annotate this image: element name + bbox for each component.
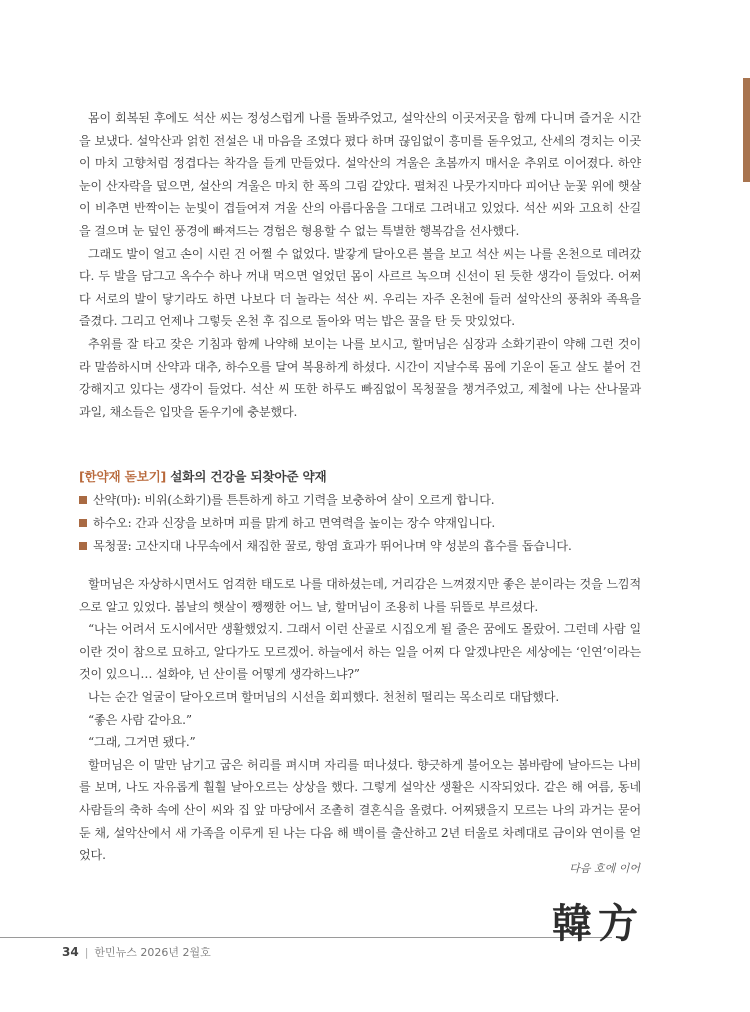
herb-item: 하수오: 간과 신장을 보하며 피를 맑게 하고 면역력을 높이는 장수 약재입니다.: [79, 512, 641, 535]
quote-paragraph: “그래, 그거면 됐다.”: [88, 735, 196, 750]
herb-info-box: [79, 466, 641, 558]
herb-item: 산약(마): 비위(소화기)를 튼튼하게 하고 기력을 보충하여 살이 오르게 합니다.: [79, 489, 641, 512]
quote-paragraph: “나는 어려서 도시에서만 생활했었지. 그래서 이런 산골로 시집오게 될 줄은 꿈에도 몰랐어. 그런데 사람 일이란 것이 참으로 묘하고, 알다가도 모르겠어. 하늘에서 하는 일을 어찌 다 알겠냐만은 세상에는 ‘인연’이라는 것이 있으니… 설화야, 넌 산이를 어떻게 생각하느냐?”: [79, 622, 641, 682]
square-bullet-icon: [79, 519, 87, 527]
section-logo: 韓方: [552, 900, 644, 947]
herb-item: 목청꿀: 고산지대 나무속에서 채집한 꿀로, 항염 효과가 뛰어나며 약 성분의 흡수를 돕습니다.: [79, 535, 641, 558]
page-number: 34: [62, 945, 79, 959]
herb-box-tag: [한약재 돋보기]: [79, 469, 167, 484]
paragraph: 나는 순간 얼굴이 달아오르며 할머님의 시선을 회피했다. 천천히 떨리는 목소리로 대답했다.: [88, 689, 560, 704]
paragraph: 할머님은 자상하시면서도 엄격한 태도로 나를 대하셨는데, 거리감은 느껴졌지만 좋은 분이라는 것을 느낌적으로 알고 있었다. 봄날의 햇살이 쨍쨍한 어느 날, 할머님이 조용히 나를 뒤뜰로 부르셨다.: [79, 577, 641, 614]
paragraph: 그래도 발이 얼고 손이 시린 건 어쩔 수 없었다. 발갛게 달아오른 볼을 보고 석산 씨는 나를 온천으로 데려갔다. 두 발을 담그고 옥수수 하나 꺼내 먹으면 얼었던 몸이 사르르 녹으며 신선이 된 듯한 생각이 들었다. 어쩌다 서로의 발이 닿기라도 하면 나보다 더 놀라는 석산 씨. 우리는 자주 온천에 들러 설악산의 풍취와 족욕을 즐겼다. 그리고 언제나 그렇듯 온천 후 집으로 돌아와 먹는 밥은 꿀을 탄 듯 맛있었다.: [79, 246, 641, 329]
paragraph: 할머님은 이 말만 남기고 굽은 허리를 펴시며 자리를 떠나셨다. 향긋하게 불어오는 봄바람에 날아드는 나비를 보며, 나도 자유롭게 훨훨 날아오르는 상상을 했다. 그렇게 설악산 생활은 시작되었다. 같은 해 여름, 동네 사람들의 축하 속에 산이 씨와 집 앞 마당에서 조촐히 결혼식을 올렸다. 어찌됐을지 모르는 나의 과거는 묻어둔 채, 설악산에서 새 가족을 이루게 된 나는 다음 해 백이를 출산하고 2년 터울로 차례대로 금이와 연이를 얻었다.: [79, 757, 641, 863]
article-body-top: [79, 107, 641, 423]
continued-note: 다음 호에 이어: [569, 862, 640, 875]
edge-color-tab: [743, 78, 750, 182]
quote-paragraph: “좋은 사람 같아요.”: [88, 712, 192, 727]
article-body-bottom: [79, 573, 641, 867]
square-bullet-icon: [79, 496, 87, 504]
herb-box-title: [한약재 돋보기] 설화의 건강을 되찾아준 약재: [79, 469, 327, 484]
square-bullet-icon: [79, 542, 87, 550]
publication-name: 한민뉴스 2026년 2월호: [94, 946, 211, 959]
paragraph: 추위를 잘 타고 잦은 기침과 함께 나약해 보이는 나를 보시고, 할머님은 심장과 소화기관이 약해 그런 것이라 말씀하시며 산약과 대추, 하수오를 달여 복용하게 하셨다. 시간이 지날수록 몸에 기운이 돋고 살도 붙어 건강해지고 있다는 생각이 들었다. 석산 씨 또한 하루도 빠짐없이 목청꿀을 챙겨주었고, 제철에 나는 산나물과 과일, 채소들은 입맛을 돋우기에 충분했다.: [79, 336, 641, 419]
paragraph: 몸이 회복된 후에도 석산 씨는 정성스럽게 나를 돌봐주었고, 설악산의 이곳저곳을 함께 다니며 즐거운 시간을 보냈다. 설악산과 얽힌 전설은 내 마음을 조였다 폈다 하며 끊임없이 흥미를 돋우었고, 산세의 경치는 이곳이 마치 고향처럼 정겹다는 착각을 들게 만들었다. 설악산의 겨울은 초봄까지 매서운 추위로 이어졌다. 하얀 눈이 산자락을 덮으면, 설산의 겨울은 마치 한 폭의 그림 같았다. 펼쳐진 나뭇가지마다 피어난 눈꽃 위에 햇살이 비추면 반짝이는 눈빛이 겹들여져 겨울 산의 아름다움을 그대로 그려내고 있었다. 석산 씨와 고요히 산길을 걸으며 눈 덮인 풍경에 빠져드는 경험은 형용할 수 없는 특별한 행복감을 선사했다.: [79, 111, 641, 238]
footer-divider: [0, 937, 612, 938]
page-footer: [62, 944, 211, 960]
footer-separator: |: [84, 946, 89, 959]
